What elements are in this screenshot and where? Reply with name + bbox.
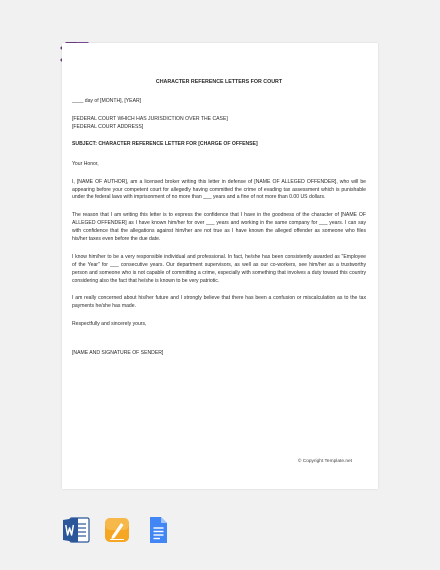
document-title: CHARACTER REFERENCE LETTERS FOR COURT xyxy=(155,79,283,85)
date-line: ____ day of [MONTH], [YEAR] xyxy=(72,98,142,105)
paragraph: I know him/her to be a very responsible individual and professional. In fact, he/she has been consistently awarded as "Employee of the Year" for ___ consecutive years. Our department supervisors, as well as our co-workers, see him/her as a trustworthy person and someone who is not capable of committing a crime, especially with something that involves a duty toward this country considering also the fact that he/she is known to be very patriotic. xyxy=(72,253,366,284)
paragraph: I am really concerned about his/her future and I strongly believe that there has been a confusion or miscalculation as to the tax payments he/she has made. xyxy=(72,295,366,310)
paragraph: I, [NAME OF AUTHOR], am a licensed broker writing this letter in defense of [NAME OF ALLEGED OFFENDER], who will be appearing before your competent court for allegedly having committed the crime of evading tax assessment which is punishable under the federal laws with imprisonment of no more than ___ years and a fine of not more than 0.00 US dollars. xyxy=(72,178,366,201)
address-line: [FEDERAL COURT WHICH HAS JURISDICTION OVER THE CASE] xyxy=(72,116,228,123)
word-icon[interactable] xyxy=(61,515,91,545)
copyright-text: © Copyright Template.net xyxy=(297,459,352,464)
court-address xyxy=(72,116,366,132)
google-docs-icon[interactable] xyxy=(143,515,173,545)
address-line: [FEDERAL COURT ADDRESS] xyxy=(72,123,144,130)
paragraph: The reason that I am writing this letter is to express the confidence that I have in the goodness of the character of [NAME OF ALLEGED OFFENDER] as I have known him/her for over ___ years and working in the same company for ___ years. I can say with confidence that the allegations against him/her are not true as I have known the alleged offender as someone who files his/her taxes even before the due date. xyxy=(72,212,366,242)
greeting: Your Honor, xyxy=(72,160,99,167)
document-page xyxy=(62,43,378,489)
signature-line: [NAME AND SIGNATURE OF SENDER] xyxy=(72,350,164,357)
pages-icon[interactable] xyxy=(102,515,132,545)
letter-body xyxy=(72,78,366,358)
subject-line: SUBJECT: CHARACTER REFERENCE LETTER FOR [CHARGE OF OFFENSE] xyxy=(72,140,258,147)
closing: Respectfully and sincerely yours, xyxy=(72,321,147,328)
